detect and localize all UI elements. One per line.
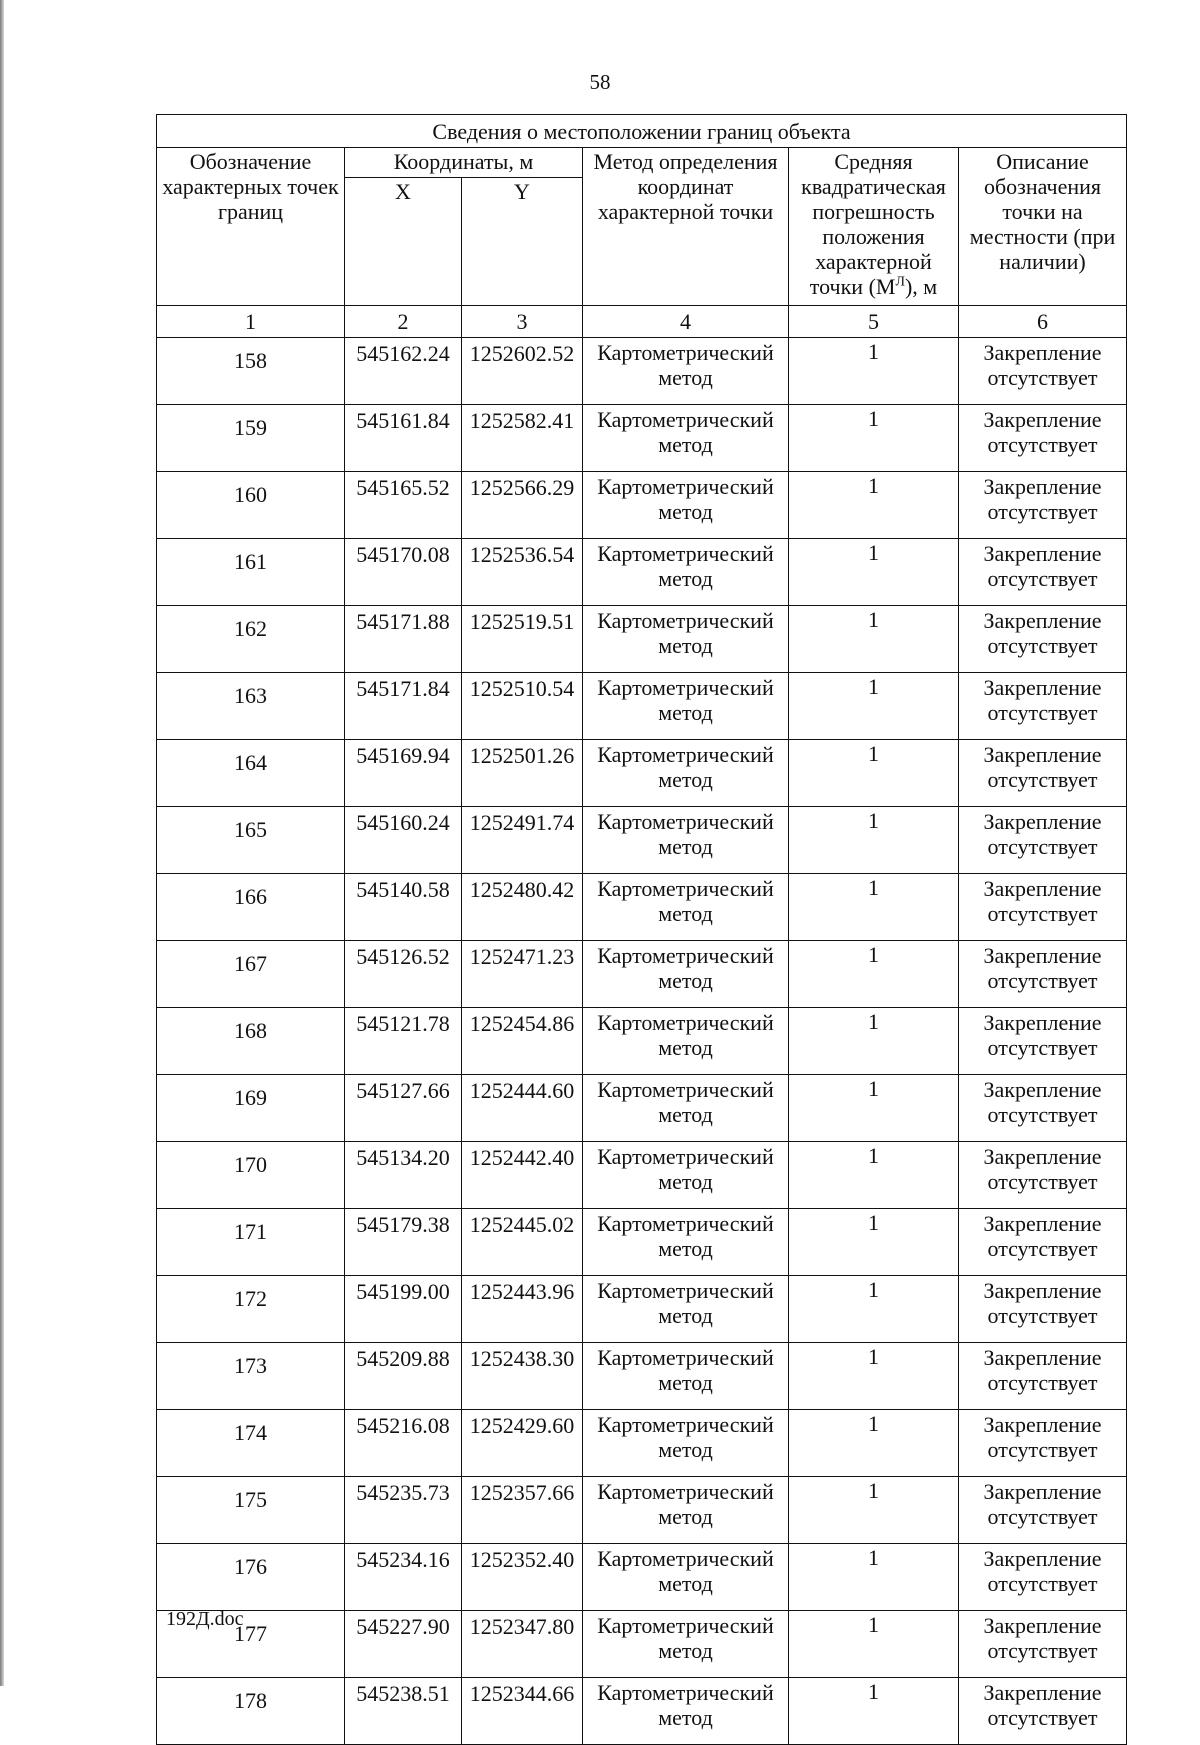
cell-x: 545162.24 [345,338,462,405]
cell-x: 545238.51 [345,1678,462,1745]
cell-description: Закрепление отсутствует [959,1410,1127,1477]
cell-error: 1 [789,472,959,539]
cell-error: 1 [789,1075,959,1142]
column-number: 3 [462,306,583,338]
cell-x: 545160.24 [345,807,462,874]
cell-method: Картометрический метод [583,405,789,472]
cell-error: 1 [789,606,959,673]
cell-point: 167 [157,941,345,1008]
cell-method: Картометрический метод [583,1477,789,1544]
cell-error: 1 [789,1410,959,1477]
cell-method: Картометрический метод [583,1544,789,1611]
table-row [157,1477,1127,1544]
cell-description: Закрепление отсутствует [959,405,1127,472]
cell-y: 1252536.54 [462,539,583,606]
document-filename: 192Д.doc [166,1608,244,1630]
cell-point: 176 [157,1544,345,1611]
cell-error: 1 [789,1142,959,1209]
column-number: 4 [583,306,789,338]
cell-point: 160 [157,472,345,539]
header-error [789,148,959,306]
cell-method: Картометрический метод [583,472,789,539]
cell-error: 1 [789,1544,959,1611]
cell-description: Закрепление отсутствует [959,1544,1127,1611]
header-x: X [345,178,462,306]
header-coordinates: Координаты, м [345,148,583,178]
cell-error: 1 [789,338,959,405]
header-y: Y [462,178,583,306]
boundary-coordinates-table [156,114,1127,1745]
cell-y: 1252566.29 [462,472,583,539]
table-row [157,740,1127,807]
cell-point: 174 [157,1410,345,1477]
cell-description: Закрепление отсутствует [959,740,1127,807]
cell-x: 545235.73 [345,1477,462,1544]
cell-description: Закрепление отсутствует [959,338,1127,405]
cell-error: 1 [789,740,959,807]
cell-error: 1 [789,405,959,472]
table-row [157,1678,1127,1745]
header-method: Метод определения координат характерной точки [583,148,789,306]
cell-y: 1252501.26 [462,740,583,807]
cell-x: 545169.94 [345,740,462,807]
cell-description: Закрепление отсутствует [959,1678,1127,1745]
cell-description: Закрепление отсутствует [959,539,1127,606]
cell-y: 1252429.60 [462,1410,583,1477]
column-number: 6 [959,306,1127,338]
table-row [157,1544,1127,1611]
cell-method: Картометрический метод [583,539,789,606]
cell-error: 1 [789,874,959,941]
cell-error: 1 [789,673,959,740]
cell-point: 166 [157,874,345,941]
table-row [157,472,1127,539]
cell-description: Закрепление отсутствует [959,673,1127,740]
table-row [157,1008,1127,1075]
cell-point: 161 [157,539,345,606]
cell-x: 545165.52 [345,472,462,539]
column-number: 5 [789,306,959,338]
table-row [157,1410,1127,1477]
cell-y: 1252582.41 [462,405,583,472]
cell-x: 545227.90 [345,1611,462,1678]
cell-error: 1 [789,1678,959,1745]
cell-method: Картометрический метод [583,1276,789,1343]
cell-description: Закрепление отсутствует [959,1075,1127,1142]
cell-y: 1252444.60 [462,1075,583,1142]
cell-y: 1252442.40 [462,1142,583,1209]
table-row [157,539,1127,606]
cell-point: 175 [157,1477,345,1544]
cell-x: 545209.88 [345,1343,462,1410]
cell-method: Картометрический метод [583,1008,789,1075]
cell-error: 1 [789,1008,959,1075]
cell-x: 545140.58 [345,874,462,941]
cell-method: Картометрический метод [583,740,789,807]
table-row [157,1343,1127,1410]
column-number: 2 [345,306,462,338]
cell-x: 545127.66 [345,1075,462,1142]
cell-description: Закрепление отсутствует [959,606,1127,673]
cell-x: 545170.08 [345,539,462,606]
page-number: 58 [589,70,611,94]
cell-description: Закрепление отсутствует [959,807,1127,874]
cell-x: 545134.20 [345,1142,462,1209]
table-row [157,941,1127,1008]
table-row [157,1075,1127,1142]
cell-method: Картометрический метод [583,673,789,740]
cell-method: Картометрический метод [583,1410,789,1477]
cell-point: 170 [157,1142,345,1209]
column-number-row [157,306,1127,338]
boundary-table-container [156,114,1126,1745]
cell-description: Закрепление отсутствует [959,1276,1127,1343]
cell-x: 545126.52 [345,941,462,1008]
table-row [157,606,1127,673]
cell-point: 159 [157,405,345,472]
cell-point: 172 [157,1276,345,1343]
cell-error: 1 [789,1209,959,1276]
cell-x: 545121.78 [345,1008,462,1075]
cell-x: 545199.00 [345,1276,462,1343]
cell-y: 1252454.86 [462,1008,583,1075]
cell-y: 1252602.52 [462,338,583,405]
cell-description: Закрепление отсутствует [959,1611,1127,1678]
cell-description: Закрепление отсутствует [959,1008,1127,1075]
table-row [157,874,1127,941]
cell-point: 178 [157,1678,345,1745]
cell-method: Картометрический метод [583,941,789,1008]
cell-x: 545234.16 [345,1544,462,1611]
cell-y: 1252510.54 [462,673,583,740]
cell-description: Закрепление отсутствует [959,1209,1127,1276]
cell-point: 168 [157,1008,345,1075]
cell-error: 1 [789,941,959,1008]
cell-description: Закрепление отсутствует [959,1477,1127,1544]
cell-description: Закрепление отсутствует [959,472,1127,539]
cell-x: 545161.84 [345,405,462,472]
cell-method: Картометрический метод [583,1075,789,1142]
cell-description: Закрепление отсутствует [959,1343,1127,1410]
header-error-text: Средняя квадратическая погрешность положения характерной точки (М [801,149,946,299]
table-row [157,673,1127,740]
cell-point: 173 [157,1343,345,1410]
cell-y: 1252352.40 [462,1544,583,1611]
cell-y: 1252480.42 [462,874,583,941]
cell-error: 1 [789,1477,959,1544]
table-row [157,1611,1127,1678]
cell-y: 1252357.66 [462,1477,583,1544]
cell-x: 545179.38 [345,1209,462,1276]
table-row [157,338,1127,405]
cell-method: Картометрический метод [583,606,789,673]
cell-error: 1 [789,1343,959,1410]
cell-error: 1 [789,1276,959,1343]
cell-method: Картометрический метод [583,1678,789,1745]
cell-method: Картометрический метод [583,1209,789,1276]
cell-point: 164 [157,740,345,807]
table-caption: Сведения о местоположении границ объекта [157,115,1127,148]
cell-y: 1252347.80 [462,1611,583,1678]
cell-point: 177 [157,1611,345,1678]
cell-method: Картометрический метод [583,338,789,405]
cell-error: 1 [789,539,959,606]
cell-y: 1252445.02 [462,1209,583,1276]
cell-method: Картометрический метод [583,1142,789,1209]
cell-point: 163 [157,673,345,740]
cell-error: 1 [789,807,959,874]
cell-x: 545171.84 [345,673,462,740]
cell-method: Картометрический метод [583,1343,789,1410]
cell-y: 1252438.30 [462,1343,583,1410]
header-point: Обозначение характерных точек границ [157,148,345,306]
table-row [157,807,1127,874]
cell-y: 1252471.23 [462,941,583,1008]
cell-x: 545216.08 [345,1410,462,1477]
table-row [157,1209,1127,1276]
cell-method: Картометрический метод [583,1611,789,1678]
cell-point: 171 [157,1209,345,1276]
cell-x: 545171.88 [345,606,462,673]
column-number: 1 [157,306,345,338]
cell-method: Картометрический метод [583,807,789,874]
cell-error: 1 [789,1611,959,1678]
table-row [157,1276,1127,1343]
cell-point: 162 [157,606,345,673]
cell-point: 158 [157,338,345,405]
scan-edge [0,0,4,1686]
cell-point: 169 [157,1075,345,1142]
cell-description: Закрепление отсутствует [959,1142,1127,1209]
cell-y: 1252519.51 [462,606,583,673]
cell-y: 1252344.66 [462,1678,583,1745]
cell-description: Закрепление отсутствует [959,941,1127,1008]
table-row [157,1142,1127,1209]
cell-y: 1252491.74 [462,807,583,874]
cell-y: 1252443.96 [462,1276,583,1343]
table-body [157,338,1127,1745]
header-error-unit: ), м [904,274,938,299]
cell-point: 165 [157,807,345,874]
cell-method: Картометрический метод [583,874,789,941]
header-description: Описание обозначения точки на местности (при наличии) [959,148,1127,306]
table-row [157,405,1127,472]
cell-description: Закрепление отсутствует [959,874,1127,941]
header-error-superscript: Л [895,274,905,290]
